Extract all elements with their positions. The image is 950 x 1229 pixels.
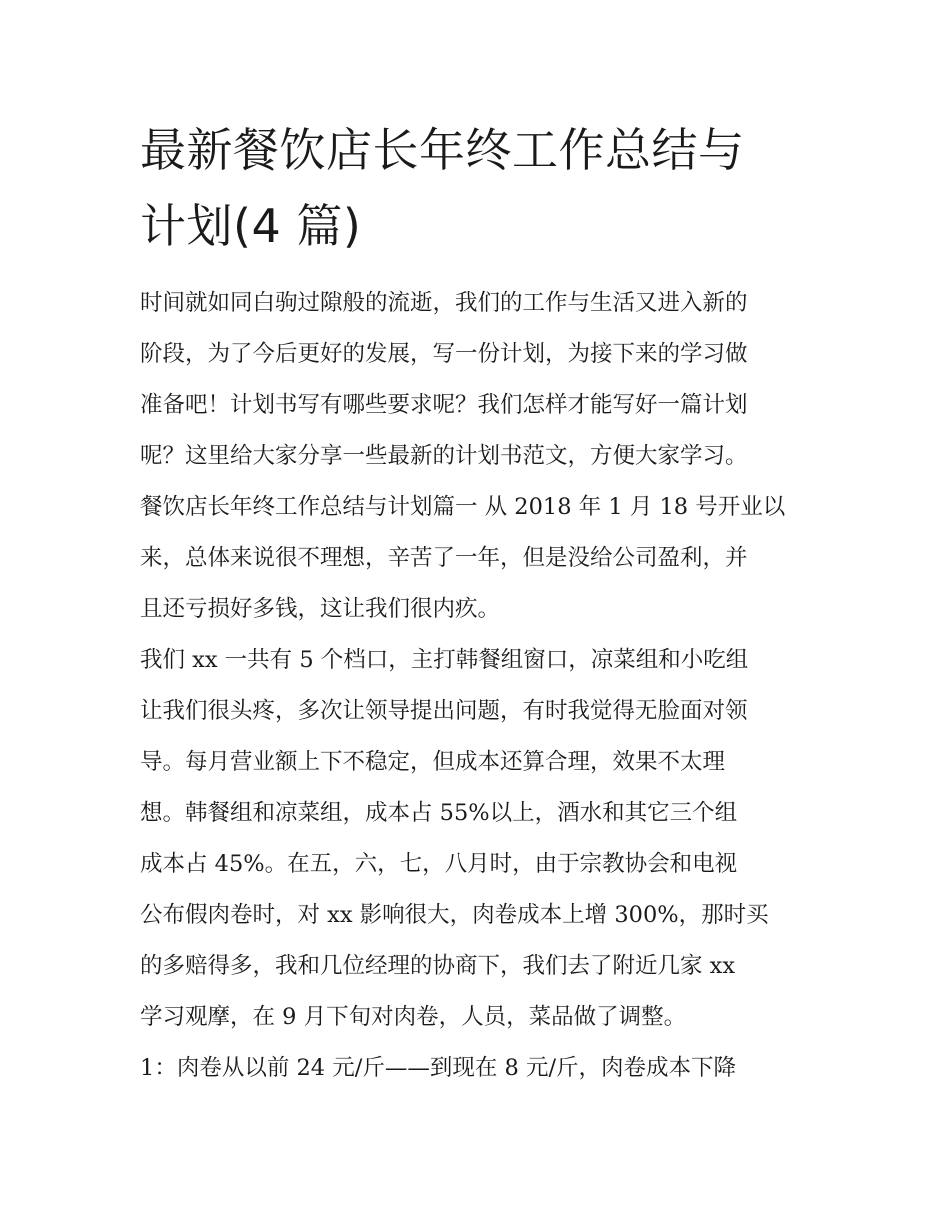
paragraph-line: 呢？这里给大家分享一些最新的计划书范文，方便大家学习。 xyxy=(140,443,748,469)
document-body xyxy=(140,278,840,1094)
paragraph-line: 导。每月营业额上下不稳定，但成本还算合理，效果不太理 xyxy=(140,749,726,775)
title-line: 最新餐饮店长年终工作总结与 xyxy=(140,123,745,177)
paragraph-line: 餐饮店长年终工作总结与计划篇一 从 2018 年 1 月 18 号开业以 xyxy=(140,494,786,520)
paragraph-line: 的多赔得多，我和几位经理的协商下，我们去了附近几家 xx xyxy=(140,953,736,979)
paragraph-line: 学习观摩，在 9 月下旬对肉卷，人员，菜品做了调整。 xyxy=(140,1004,687,1030)
paragraph-line: 准备吧！计划书写有哪些要求呢？我们怎样才能写好一篇计划 xyxy=(140,392,748,418)
document-title xyxy=(140,112,840,264)
paragraph-line: 阶段，为了今后更好的发展，写一份计划，为接下来的学习做 xyxy=(140,341,748,367)
paragraph-line: 1：肉卷从以前 24 元/斤——到现在 8 元/斤，肉卷成本下降 xyxy=(140,1055,737,1081)
paragraph-line: 让我们很头疼，多次让领导提出问题，有时我觉得无脸面对领 xyxy=(140,698,748,724)
paragraph-line: 来，总体来说很不理想，辛苦了一年，但是没给公司盈利，并 xyxy=(140,545,748,571)
title-line: 计划(4 篇) xyxy=(140,199,362,253)
paragraph-line: 时间就如同白驹过隙般的流逝，我们的工作与生活又进入新的 xyxy=(140,290,748,316)
paragraph-line: 想。韩餐组和凉菜组，成本占 55%以上，酒水和其它三个组 xyxy=(140,800,738,826)
paragraph-line: 公布假肉卷时，对 xx 影响很大，肉卷成本上增 300%，那时买 xyxy=(140,902,769,928)
paragraph-line: 我们 xx 一共有 5 个档口，主打韩餐组窗口，凉菜组和小吃组 xyxy=(140,647,749,673)
paragraph-line: 成本占 45%。在五，六，七，八月时，由于宗教协会和电视 xyxy=(140,851,738,877)
paragraph-line: 且还亏损好多钱，这让我们很内疚。 xyxy=(140,596,501,622)
